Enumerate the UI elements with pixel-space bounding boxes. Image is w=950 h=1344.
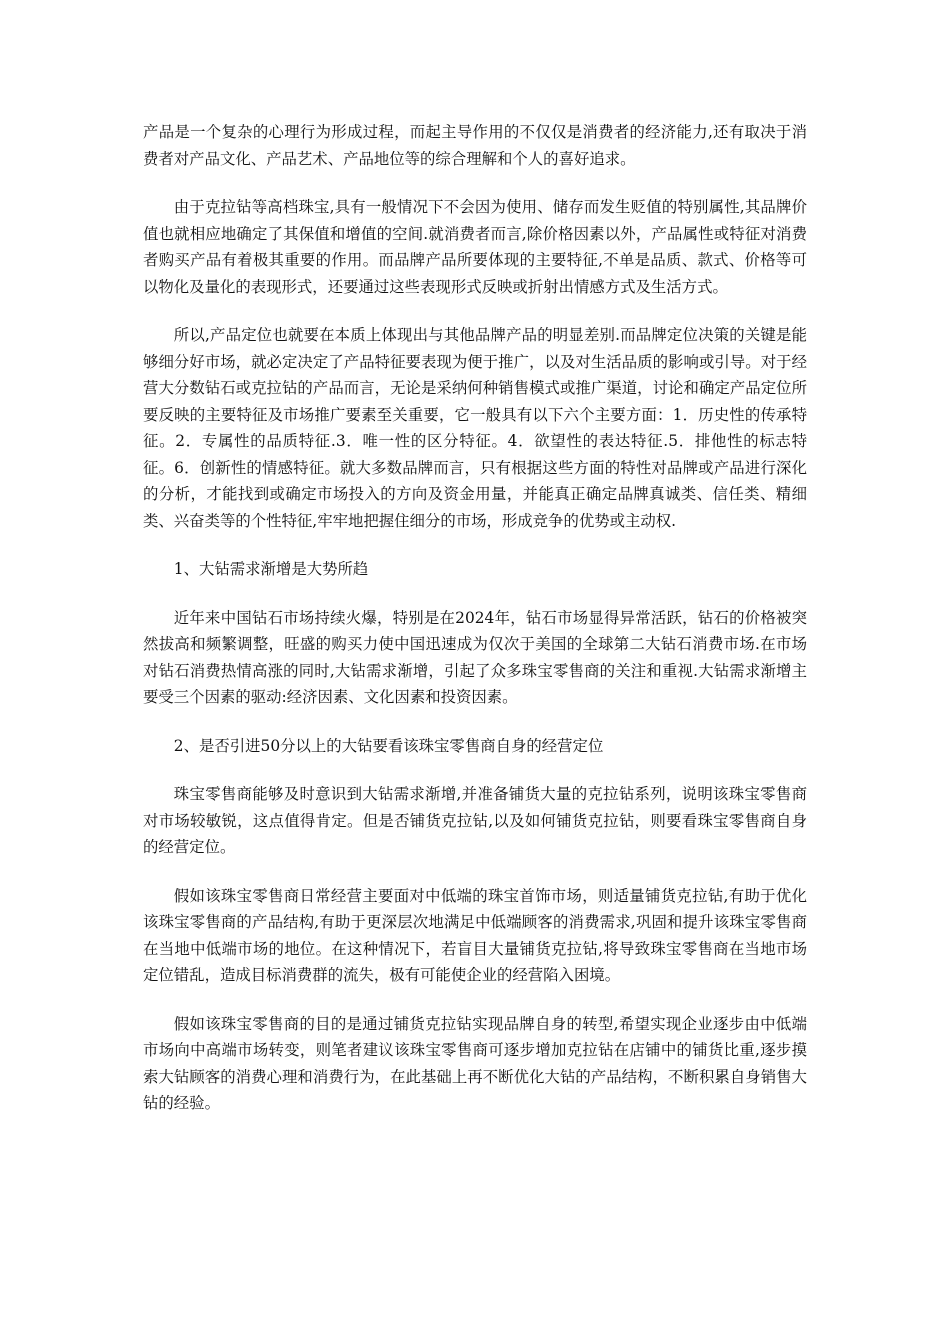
paragraph-low-end-case: 假如该珠宝零售商日常经营主要面对中低端的珠宝首饰市场，则适量铺货克拉钻,有助于优化该珠宝零售商的产品结构,有助于更深层次地满足中低端顾客的消费需求,巩固和提升该珠宝零售商在当地中低端市场的地位。在这种情况下，若盲目大量铺货克拉钻,将导致珠宝零售商在当地市场定位错乱，造成目标消费群的流失，极有可能使企业的经营陷入困境。 [143,886,807,984]
document-body [143,119,807,1139]
paragraph-brand-value: 由于克拉钻等高档珠宝,具有一般情况下不会因为使用、储存而发生贬值的特别属性,其品牌价值也就相应地确定了其保值和增值的空间.就消费者而言,除价格因素以外，产品属性或特征对消费者购买产品有着极其重要的作用。而品牌产品所要体现的主要特征,不单是品质、款式、价格等可以物化及量化的表现形式，还要通过这些表现形式反映或折射出情感方式及生活方式。 [143,198,807,296]
paragraph-retailer-awareness: 珠宝零售商能够及时意识到大钻需求渐增,并准备铺货大量的克拉钻系列，说明该珠宝零售商对市场较敏锐，这点值得肯定。但是否铺货克拉钻,以及如何铺货克拉钻，则要看珠宝零售商自身的经营定位。 [143,785,807,856]
section-heading-1: 1、大钻需求渐增是大势所趋 [173,560,369,578]
paragraph-transformation-case: 假如该珠宝零售商的目的是通过铺货克拉钻实现品牌自身的转型,希望实现企业逐步由中低端市场向中高端市场转变，则笔者建议该珠宝零售商可逐步增加克拉钻在店铺中的铺货比重,逐步摸索大钻顾客的消费心理和消费行为，在此基础上再不断优化大钻的产品结构，不断积累自身销售大钻的经验。 [143,1014,807,1112]
section-heading-2: 2、是否引进50分以上的大钻要看该珠宝零售商自身的经营定位 [173,736,604,755]
paragraph-positioning: 所以,产品定位也就要在本质上体现出与其他品牌产品的明显差别.而品牌定位决策的关键是能够细分好市场，就必定决定了产品特征要表现为便于推广，以及对生活品质的影响或引导。对于经营大分数钻石或克拉钻的产品而言，无论是采纳何种销售模式或推广渠道，讨论和确定产品定位所要反映的主要特征及市场推广要素至关重要，它一般具有以下六个主要方面：1．历史性的传承特征。2．专属性的品质特征.3．唯一性的区分特征。4．欲望性的表达特征.5．排他性的标志特征。6．创新性的情感特征。就大多数品牌而言，只有根据这些方面的特性对品牌或产品进行深化的分析，才能找到或确定市场投入的方向及资金用量，并能真正确定品牌真诚类、信任类、精细类、兴奋类等的个性特征,牢牢地把握住细分的市场，形成竞争的优势或主动权. [143,326,807,530]
paragraph-market-trend: 近年来中国钻石市场持续火爆，特别是在2024年，钻石市场显得异常活跃，钻石的价格被突然拔高和频繁调整，旺盛的购买力使中国迅速成为仅次于美国的全球第二大钻石消费市场.在市场对钻石消费热情高涨的同时,大钻需求渐增，引起了众多珠宝零售商的关注和重视.大钻需求渐增主要受三个因素的驱动:经济因素、文化因素和投资因素。 [143,608,807,706]
paragraph-intro: 产品是一个复杂的心理行为形成过程，而起主导作用的不仅仅是消费者的经济能力,还有取决于消费者对产品文化、产品艺术、产品地位等的综合理解和个人的喜好追求。 [143,123,807,168]
